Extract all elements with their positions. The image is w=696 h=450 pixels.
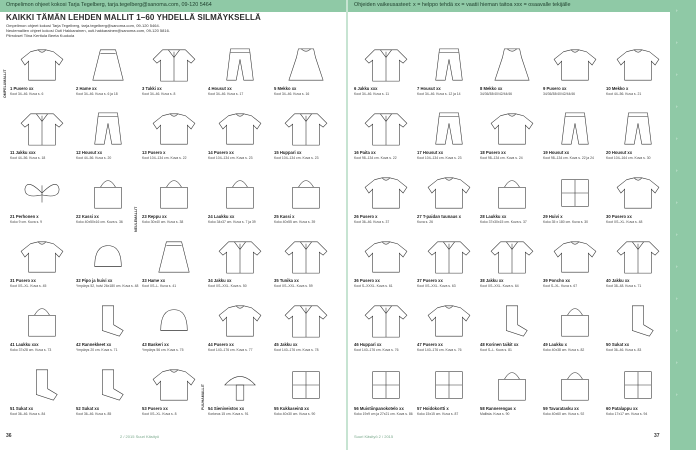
sock-sketch-icon [484, 302, 540, 340]
pattern-item [76, 108, 140, 166]
item-sizes: Koko 34x37 cm. Kuva s. 7 ja 39 [208, 220, 256, 224]
pattern-item [354, 236, 418, 294]
hat-sketch-icon [80, 238, 136, 276]
item-sizes: Koko 37x30x15 cm. Kuva s. 37 [480, 220, 527, 224]
sock-sketch-icon [14, 366, 70, 404]
coat-sketch-icon [212, 238, 268, 276]
pattern-item [417, 172, 481, 230]
coat-sketch-icon [421, 238, 477, 276]
pants-sketch-icon [212, 46, 268, 84]
top-sketch-icon [610, 174, 666, 212]
item-sizes: Koot S–XXXL. Kuva s. 61 [354, 284, 393, 288]
pattern-item [208, 236, 272, 294]
item-label: 37 Pusero xx [417, 278, 443, 283]
item-label: 46 Huppari xx [354, 342, 382, 347]
item-label: 2 Hame xx [76, 86, 97, 91]
top-sketch-icon [14, 238, 70, 276]
sock-sketch-icon [80, 302, 136, 340]
item-label: 5 Mekko xx [274, 86, 297, 91]
top-sketch-icon [547, 46, 603, 84]
credits [6, 23, 170, 38]
item-label: 7 Housut xx [417, 86, 441, 91]
right-page [348, 0, 670, 450]
pattern-item [142, 44, 206, 102]
item-sizes: Mallista. Kuva s. 90 [480, 412, 510, 416]
item-label: 56 Muistiinpanokotelo xx [354, 406, 404, 411]
index-tabs [672, 0, 696, 450]
item-label: 34 Jakku xx [208, 278, 232, 283]
item-label: 29 Huivi x [543, 214, 563, 219]
pattern-item [480, 172, 544, 230]
item-label: 59 Tavaratasku xx [543, 406, 579, 411]
pattern-item [417, 108, 481, 166]
pattern-item [142, 108, 206, 166]
coat-sketch-icon [278, 110, 334, 148]
pants-sketch-icon [80, 110, 136, 148]
mushroom-sketch-icon [212, 366, 268, 404]
item-sizes: Ympärys 20 cm. Kuva s. 71 [76, 348, 118, 352]
item-label: 58 Rannerengas x [480, 406, 516, 411]
item-label: 43 Baskeri xx [142, 342, 169, 347]
item-label: 13 Pusero x [142, 150, 166, 155]
pattern-item [76, 44, 140, 102]
pattern-item [354, 172, 418, 230]
pattern-item [543, 108, 607, 166]
pattern-item [354, 44, 418, 102]
item-label: 53 Pusero xx [142, 406, 168, 411]
item-label: 20 Housut xx [606, 150, 633, 155]
top-sketch-icon [358, 174, 414, 212]
item-sizes: Koot XS–XXL. Kuva s. 59 [274, 284, 313, 288]
pattern-item [208, 108, 272, 166]
pattern-item [480, 364, 544, 422]
item-label: 60 Patalappu xx [606, 406, 638, 411]
item-label: 41 Laukku xxx [10, 342, 39, 347]
item-label: 31 Pusero xx [10, 278, 36, 283]
coat-sketch-icon [484, 238, 540, 276]
item-sizes: Koot XS–XXL. Kuva s. 64 [480, 284, 519, 288]
pattern-item [10, 364, 74, 422]
strip-text-left: Ompelimon ohjeet kokosi Tarja Tegelberg, tarja.tegelberg@sanoma.com, 09-120 5464 [6, 2, 212, 8]
bag-sketch-icon [146, 174, 202, 212]
top-sketch-icon [212, 302, 268, 340]
pattern-item [543, 172, 607, 230]
item-sizes: Koot 104–134 cm. Kuva s. 23 [208, 156, 253, 160]
item-label: 27 T-paidan tuunaus x [417, 214, 461, 219]
coat-sketch-icon [146, 46, 202, 84]
hat-sketch-icon [146, 302, 202, 340]
top-sketch-icon [146, 366, 202, 404]
top-sketch-icon [484, 110, 540, 148]
tab-mark: › [676, 328, 678, 333]
item-label: 44 Pusero xx [208, 342, 234, 347]
top-strip-right [348, 0, 670, 12]
item-sizes: Kuva s. 26 [417, 220, 434, 224]
item-sizes: Koot 140–176 cm. Kuva s. 77 [208, 348, 253, 352]
item-sizes: Koot 98–134 cm. Kuva s. 24 [480, 156, 523, 160]
pattern-item [10, 300, 74, 358]
pattern-item [354, 108, 418, 166]
item-sizes: Koko 37x28 cm. Kuva s. 73 [10, 348, 52, 352]
coat-sketch-icon [14, 110, 70, 148]
item-sizes: Koot 36–46. Kuva s. 37 [354, 220, 390, 224]
pants-sketch-icon [421, 46, 477, 84]
item-sizes: Koot 34–46. Kuva s. 8 [142, 92, 176, 96]
item-sizes: Koot 104–134 cm. Kuva s. 23 [417, 156, 462, 160]
item-sizes: Koot 36–46. Kuva s. 85 [76, 412, 112, 416]
item-sizes: Koko 15x15 cm. Kuva s. 87 [417, 412, 459, 416]
pattern-item [76, 364, 140, 422]
dress-sketch-icon [278, 46, 334, 84]
item-sizes: Koko 19x9 cm ja 27x21 cm. Kuva s. 86 [354, 412, 413, 416]
square-sketch-icon [278, 366, 334, 404]
top-sketch-icon [212, 110, 268, 148]
pattern-item [417, 236, 481, 294]
bag-sketch-icon [547, 302, 603, 340]
pants-sketch-icon [610, 110, 666, 148]
item-sizes: Koot S–XL. Kuva s. 67 [543, 284, 578, 288]
square-sketch-icon [610, 366, 666, 404]
square-sketch-icon [421, 366, 477, 404]
top-sketch-icon [358, 238, 414, 276]
item-sizes: Koot 38–48. Kuva s. 71 [606, 284, 642, 288]
pattern-item [142, 236, 206, 294]
item-sizes: Koot 44–56. Kuva s. 21 [606, 92, 642, 96]
item-label: 14 Pusero xx [208, 150, 234, 155]
pattern-item [274, 300, 338, 358]
pattern-item [543, 364, 607, 422]
credit-line: Piirrokset Tiina Kerttula Beeta Kuokola [6, 33, 75, 38]
item-sizes: Koko 40x60 cm. Kuva s. 92 [543, 412, 585, 416]
item-sizes: Koot 104–134 cm. Kuva s. 22 [142, 156, 187, 160]
left-page [0, 0, 346, 450]
item-sizes: Koot XS–L. Kuva s. 41 [142, 284, 177, 288]
pattern-item [606, 300, 670, 358]
tab-mark: › [676, 168, 678, 173]
item-sizes: Koko 35 x 180 cm. Kuva s. 30 [543, 220, 589, 224]
item-label: 10 Mekko x [606, 86, 629, 91]
item-label: 12 Housut xx [76, 150, 103, 155]
pattern-item [10, 172, 74, 230]
bag-sketch-icon [547, 366, 603, 404]
item-label: 21 Perhonen x [10, 214, 39, 219]
item-label: 19 Housut xx [543, 150, 570, 155]
tab-mark: › [676, 72, 678, 77]
item-sizes: Koot 104–134 cm. Kuva s. 23 [274, 156, 319, 160]
item-label: 26 Pusero x [354, 214, 378, 219]
skirt-sketch-icon [80, 46, 136, 84]
pattern-item [10, 44, 74, 102]
item-label: 48 Korinen taikit xx [480, 342, 519, 347]
item-sizes: Koot 34–46. Kuva s. 6 ja 18 [76, 92, 118, 96]
item-sizes: Koot 34–46. Kuva s. 12 ja 14 [417, 92, 461, 96]
item-label: 33 Hame xx [142, 278, 166, 283]
pattern-item [480, 300, 544, 358]
item-sizes: Koot 44–56. Kuva s. 18 [10, 156, 46, 160]
top-sketch-icon [610, 46, 666, 84]
item-sizes: Ympärys 52, huivi 26x180 cm. Kuva s. 48 [76, 284, 139, 288]
pattern-item [354, 300, 418, 358]
item-label: 18 Pusero xx [480, 150, 506, 155]
item-sizes: Korkeus 15 cm. Kuva s. 91 [208, 412, 249, 416]
pattern-item [208, 172, 272, 230]
item-label: 15 Huppari xx [274, 150, 302, 155]
top-sketch-icon [14, 46, 70, 84]
item-label: 23 Reppu xx [142, 214, 167, 219]
tab-mark: › [676, 104, 678, 109]
item-sizes: Koot 140–176 cm. Kuva s. 76 [354, 348, 399, 352]
item-label: 42 Rannekkeet xx [76, 342, 112, 347]
item-sizes: Koot 44–56. Kuva s. 20 [76, 156, 112, 160]
pattern-item [543, 236, 607, 294]
dress-sketch-icon [484, 46, 540, 84]
item-label: 52 Sukat xx [76, 406, 100, 411]
tab-mark: › [676, 200, 678, 205]
item-sizes: Koko 40x38 cm. Kuva s. 82 [543, 348, 585, 352]
pattern-item [417, 300, 481, 358]
tab-mark: › [676, 392, 678, 397]
pattern-item [76, 236, 140, 294]
credit-line: Neulemallien ohjeet kokosi Outi Hakkarainen, outi.hakkarainen@sanoma.com, 09-120 5816. [6, 28, 170, 33]
item-sizes: Koot XS–XL. Kuva s. 8 [142, 412, 177, 416]
item-sizes: Koot 34–46. Kuva s. 6 [10, 92, 44, 96]
item-sizes: Koot XS–XXL. Kuva s. 50 [208, 284, 247, 288]
tab-mark: › [676, 232, 678, 237]
bag-sketch-icon [80, 174, 136, 212]
pattern-item [606, 108, 670, 166]
pattern-item [274, 364, 338, 422]
pattern-item [274, 108, 338, 166]
strip-text-right: Ohjeiden vaikeusasteet: x = helppo tehdä xx = vaatii hieman taitoa xxx = osaavalle tekijälle [354, 2, 571, 8]
item-sizes: Koot S–L. Kuva s. 81 [480, 348, 512, 352]
tab-mark: › [676, 40, 678, 45]
item-label: 36 Pusero xx [354, 278, 380, 283]
page-number-left: 36 [6, 433, 12, 439]
item-sizes: Koko 9 cm. Kuva s. 9 [10, 220, 43, 224]
item-label: 38 Jakku xx [480, 278, 504, 283]
pattern-item [10, 108, 74, 166]
butterfly-sketch-icon [14, 174, 70, 212]
item-sizes: Koot 98–134 cm. Kuva s. 22 [354, 156, 397, 160]
pattern-item [142, 172, 206, 230]
square-sketch-icon [547, 174, 603, 212]
page-title: KAIKKI TÄMÄN LEHDEN MALLIT 1–60 YHDELLÄ SILMÄYKSELLÄ [6, 13, 261, 22]
pattern-item [543, 300, 607, 358]
item-label: 40 Jakku xx [606, 278, 630, 283]
item-sizes: Koot 140–176 cm. Kuva s. 78 [274, 348, 319, 352]
tab-mark: › [676, 136, 678, 141]
item-label: 32 Pipo ja huivi xx [76, 278, 113, 283]
item-sizes: Koot XS–XXL. Kuva s. 63 [417, 284, 456, 288]
item-label: 54 Sieniveistos xx [208, 406, 245, 411]
coat-sketch-icon [358, 110, 414, 148]
item-sizes: Koot 140–176 cm. Kuva s. 76 [417, 348, 462, 352]
item-sizes: Koot 36–46. Kuva s. 83 [606, 348, 642, 352]
pattern-item [142, 364, 206, 422]
bag-sketch-icon [484, 174, 540, 212]
pants-sketch-icon [547, 110, 603, 148]
side-label-crafts: PUUHAMALLIT [201, 384, 205, 410]
item-sizes: Ympärys 56 cm. Kuva s. 75 [142, 348, 184, 352]
pattern-item [274, 172, 338, 230]
credit-line: Ompelimon ohjeet kokosi Tarja Tegelberg, tarja.tegelberg@sanoma.com, 09-120 5464. [6, 23, 160, 28]
item-sizes: Koot 36–46. Kuva s. 84 [10, 412, 46, 416]
footer-left: 2 / 2015 Suuri Käsityö [120, 434, 160, 439]
bag-sketch-icon [212, 174, 268, 212]
item-label: 47 Pusero xx [417, 342, 443, 347]
pattern-item [76, 300, 140, 358]
item-sizes: Koko 30x40 cm. Kuva s. 38 [142, 220, 184, 224]
item-label: 35 Tunika xx [274, 278, 299, 283]
item-sizes: Koot 98–134 cm. Kuva s. 22 ja 24 [543, 156, 594, 160]
item-label: 3 Takki xx [142, 86, 162, 91]
pattern-item [10, 236, 74, 294]
top-sketch-icon [421, 174, 477, 212]
pattern-item [76, 172, 140, 230]
item-label: 55 Kukkaseinä xx [274, 406, 309, 411]
coat-sketch-icon [610, 238, 666, 276]
item-label: 6 Jakku xxx [354, 86, 378, 91]
pants-sketch-icon [421, 110, 477, 148]
item-sizes: 34/36/38/40/42/44/46 [480, 92, 513, 96]
pattern-item [354, 364, 418, 422]
item-sizes: Koot 34–46. Kuva s. 17 [208, 92, 244, 96]
coat-sketch-icon [278, 302, 334, 340]
pattern-item [417, 44, 481, 102]
item-label: 16 Paita xx [354, 150, 376, 155]
item-label: 1 Pusero xx [10, 86, 34, 91]
bag-sketch-icon [14, 302, 70, 340]
square-sketch-icon [358, 366, 414, 404]
item-label: 25 Kassi x [274, 214, 295, 219]
pattern-item [606, 364, 670, 422]
coat-sketch-icon [278, 238, 334, 276]
item-label: 4 Housut xx [208, 86, 232, 91]
item-label: 51 Sukat xx [10, 406, 34, 411]
side-label-sewing: OMPELUMALLIT [3, 69, 7, 98]
top-sketch-icon [421, 302, 477, 340]
item-sizes: Koko 40x30 cm. Kuva s. 90 [274, 412, 316, 416]
tab-mark: › [676, 8, 678, 13]
item-label: 9 Pusero xx [543, 86, 567, 91]
pattern-item [606, 44, 670, 102]
item-label: 39 Poncho xx [543, 278, 570, 283]
side-label-knitting: NEULEMALLIT [134, 206, 138, 232]
item-label: 8 Mekko xx [480, 86, 503, 91]
tab-mark: › [676, 296, 678, 301]
skirt-sketch-icon [146, 238, 202, 276]
item-label: 50 Sukat xx [606, 342, 630, 347]
pattern-item [417, 364, 481, 422]
item-sizes: Koot 34–46. Kuva s. 11 [354, 92, 389, 96]
item-sizes: Koko 40x55 cm. Kuva s. 39 [274, 220, 316, 224]
pattern-item [480, 44, 544, 102]
item-sizes: Koko 40x50x16 cm. Kuva s. 36 [76, 220, 123, 224]
item-sizes: Koot 34–46. Kuva s. 16 [274, 92, 310, 96]
item-label: 49 Laukku x [543, 342, 567, 347]
pattern-item [208, 300, 272, 358]
pattern-item [480, 108, 544, 166]
tab-mark: › [676, 264, 678, 269]
page-number-right: 37 [654, 433, 660, 439]
item-label: 28 Laukku xx [480, 214, 507, 219]
top-sketch-icon [547, 238, 603, 276]
tab-mark: › [676, 360, 678, 365]
item-sizes: 34/36/38/40/42/44/46 [543, 92, 576, 96]
top-sketch-icon [146, 110, 202, 148]
top-strip-left [0, 0, 346, 12]
item-sizes: Koko 17x17 cm. Kuva s. 94 [606, 412, 648, 416]
item-label: 22 Kassi xx [76, 214, 99, 219]
sock-sketch-icon [610, 302, 666, 340]
coat-sketch-icon [358, 302, 414, 340]
item-sizes: Koot 104–164 cm. Kuva s. 30 [606, 156, 651, 160]
bag-sketch-icon [484, 366, 540, 404]
item-label: 57 Hoidokortti x [417, 406, 449, 411]
pattern-item [208, 364, 272, 422]
item-label: 30 Pusero xx [606, 214, 632, 219]
item-label: 24 Laukku xx [208, 214, 235, 219]
item-label: 11 Jakku xxx [10, 150, 36, 155]
pattern-item [208, 44, 272, 102]
pattern-item [274, 44, 338, 102]
pattern-item [274, 236, 338, 294]
pattern-item [606, 172, 670, 230]
sock-sketch-icon [80, 366, 136, 404]
pattern-item [543, 44, 607, 102]
item-sizes: Koot XS–XL. Kuva s. 48 [606, 220, 643, 224]
pattern-item [606, 236, 670, 294]
footer-right: Suuri Käsityö 2 / 2015 [354, 434, 394, 439]
pattern-item [142, 300, 206, 358]
pattern-item [480, 236, 544, 294]
item-label: 45 Jakku xx [274, 342, 298, 347]
coat-sketch-icon [358, 46, 414, 84]
bag-sketch-icon [278, 174, 334, 212]
item-sizes: Koot XS–XL. Kuva s. 45 [10, 284, 47, 288]
item-label: 17 Housut xx [417, 150, 444, 155]
